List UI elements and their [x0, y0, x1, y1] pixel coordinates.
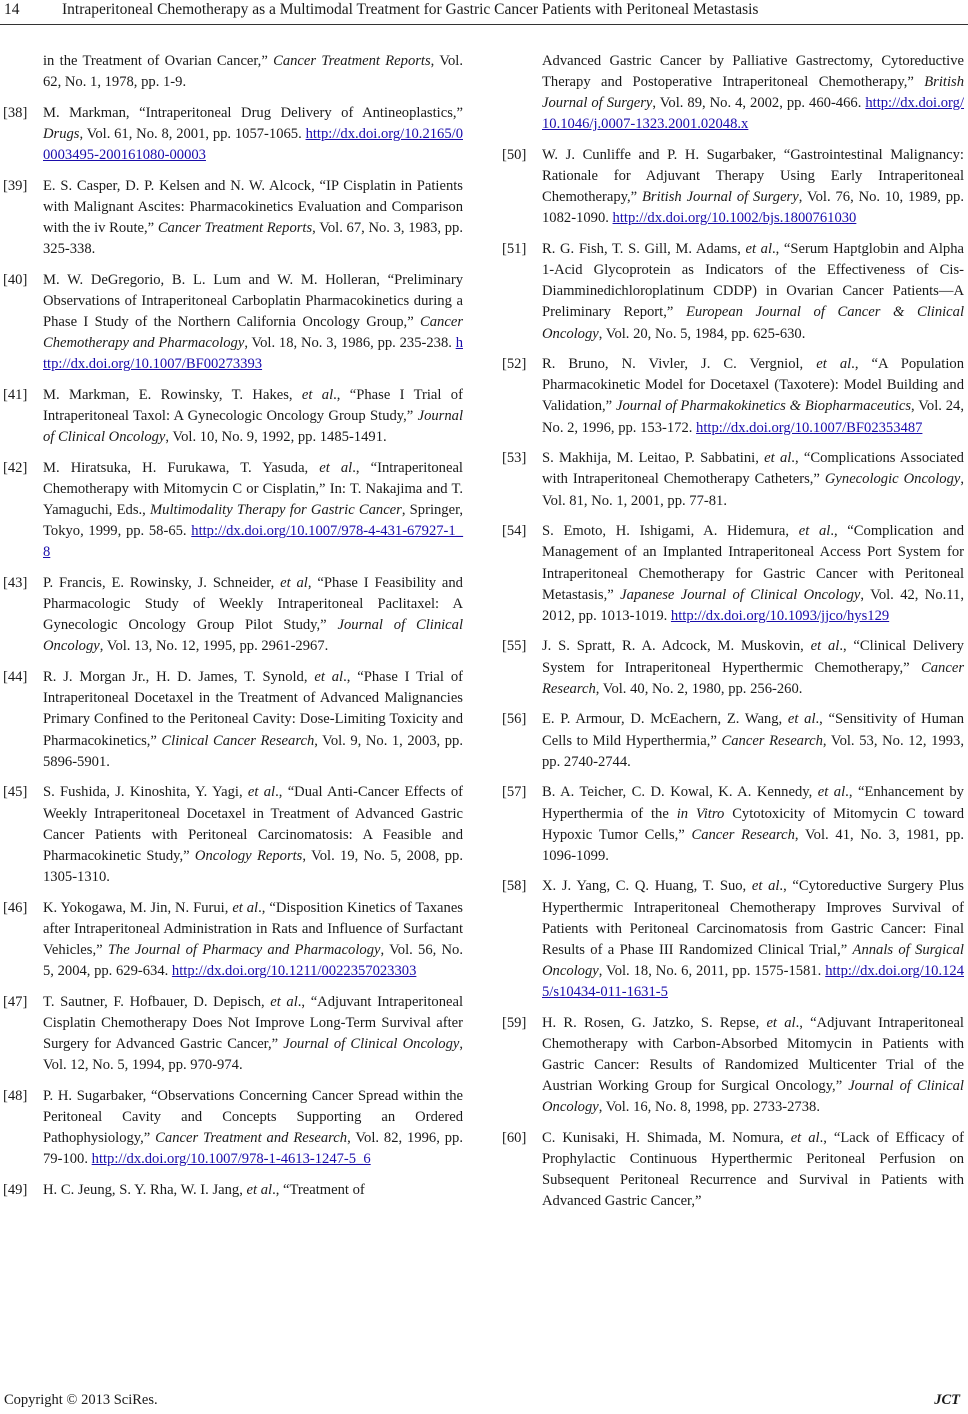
- reference-fragment: S. Fushida, J. Kinoshita, Y. Yagi,: [43, 784, 248, 801]
- reference-entry: [3, 270, 463, 375]
- reference-column-left: [3, 51, 463, 1211]
- reference-entry: [3, 458, 463, 563]
- reference-entry: [502, 145, 964, 229]
- reference-fragment: , Vol. 89, No. 4, 2002, pp. 460-466.: [652, 95, 866, 112]
- italic-title: Cancer Treatment and Research: [155, 1129, 348, 1146]
- italic-title: Cancer Research: [691, 826, 795, 843]
- italic-title: European Journal of Cancer & Clinical Oncology: [542, 304, 965, 342]
- reference-fragment: R. G. Fish, T. S. Gill, M. Adams,: [542, 241, 746, 258]
- reference-fragment: ., “Phase I Trial of Intraperitoneal Docetaxel in the Treatment of Advanced Malignancies Primary Confined to the Peritoneal Cavity: Dose-Limiting Toxicity and Pharmacokinetics,”: [43, 669, 463, 749]
- reference-text: [542, 709, 964, 772]
- reference-text: [43, 1086, 463, 1170]
- reference-number: [50]: [502, 147, 527, 164]
- reference-text: [43, 270, 463, 375]
- italic-title: Drugs: [43, 125, 80, 142]
- reference-entry: [3, 992, 463, 1076]
- reference-fragment: , Vol. 42, No.11, 2012, pp. 1013-1019.: [542, 586, 964, 624]
- italic-title: Multimodality Therapy for Gastric Cancer: [150, 502, 402, 519]
- reference-text: [43, 385, 463, 448]
- italic-title: et al: [790, 1129, 820, 1146]
- reference-entry: [502, 1128, 964, 1212]
- doi-link[interactable]: http://dx.doi.org/10.2165/00003495-200161080-00003: [43, 125, 463, 164]
- doi-link[interactable]: http://dx.doi.org/10.1245/s10434-011-1631-5: [542, 962, 964, 1000]
- reference-text: [542, 876, 964, 1003]
- reference-fragment: , “Phase I Feasibility and Pharmacologic Study of Weekly Intraperitoneal Paclitaxel: A Gynecologic Oncology Group Pilot Study,”: [43, 575, 463, 634]
- reference-fragment: T. Sautner, F. Hofbauer, D. Depisch,: [43, 993, 271, 1010]
- reference-fragment: , Vol. 18, No. 6, 2011, pp. 1575-1581.: [598, 962, 826, 979]
- reference-fragment: E. S. Casper, D. P. Kelsen and N. W. Alcock, “IP Cisplatin in Patients with Malignant Ascites: Pharmacokinetics Evaluation and Comparison with the iv Route,”: [43, 177, 463, 237]
- copyright-notice: Copyright © 2013 SciRes.: [4, 1392, 158, 1408]
- reference-fragment: , Vol. 67, No. 3, 1983, pp. 325-338.: [43, 220, 463, 258]
- reference-number: [60]: [502, 1129, 527, 1146]
- italic-title: Annals of Surgical Oncology: [542, 941, 964, 979]
- reference-fragment: ., “Dual Anti-Cancer Effects of Weekly Intraperitoneal Docetaxel in Treatment of Advanced Gastric Cancer Patients with Peritoneal Carcinomatosis: A Feasible and Pharmacokinetic Study,”: [43, 784, 463, 864]
- journal-abbreviation: JCT: [934, 1392, 960, 1408]
- reference-fragment: , Vol. 19, No. 5, 2008, pp. 1305-1310.: [43, 847, 463, 885]
- italic-title: Oncology Reports: [194, 847, 303, 864]
- italic-title: Clinical Cancer Research: [161, 732, 315, 749]
- italic-title: et al: [798, 523, 831, 540]
- italic-title: et al: [751, 878, 780, 895]
- reference-entry: [3, 1180, 463, 1201]
- reference-number: [48]: [3, 1087, 28, 1104]
- italic-title: in Vitro: [676, 805, 725, 822]
- reference-entry: [3, 385, 463, 448]
- italic-title: et al: [270, 993, 298, 1010]
- reference-fragment: in the Treatment of Ovarian Cancer,”: [43, 53, 274, 69]
- reference-fragment: ., “Phase I Trial of Intraperitoneal Taxol: A Gynecologic Oncology Group Study,”: [43, 387, 463, 425]
- reference-fragment: , Springer, Tokyo, 1999, pp. 58-65.: [43, 502, 463, 540]
- reference-entry: [3, 573, 463, 657]
- reference-fragment: J. S. Spratt, R. A. Adcock, M. Muskovin,: [542, 638, 811, 655]
- reference-number: [44]: [3, 669, 28, 686]
- reference-number: [56]: [502, 711, 527, 728]
- reference-number: [47]: [3, 993, 28, 1010]
- reference-entry: [3, 898, 463, 982]
- reference-number: [45]: [3, 784, 28, 801]
- italic-title: Cancer Research: [721, 732, 823, 749]
- italic-title: Cancer Research: [542, 659, 964, 697]
- italic-title: Journal of Clinical Oncology: [283, 1035, 460, 1052]
- italic-title: British Journal of Surgery: [542, 74, 964, 112]
- italic-title: et al: [817, 784, 846, 801]
- reference-fragment: Cytotoxicity of Mitomycin C toward Hypoxic Tumor Cells,”: [542, 805, 964, 843]
- reference-fragment: , Vol. 41, No. 3, 1981, pp. 1096-1099.: [542, 826, 964, 864]
- running-title: Intraperitoneal Chemotherapy as a Multimodal Treatment for Gastric Cancer Patients with Peritoneal Metastasis: [62, 1, 759, 18]
- italic-title: et al: [246, 1181, 273, 1198]
- reference-fragment: ., “Clinical Delivery System for Intraperitoneal Hyperthermic Chemotherapy,”: [542, 638, 964, 676]
- reference-entry: [502, 448, 964, 511]
- reference-number: [46]: [3, 899, 28, 916]
- reference-fragment: ., “Disposition Kinetics of Taxanes after Intraperitoneal Administration in Rats and Influence of Surfactant Vehicles,”: [43, 899, 463, 958]
- reference-fragment: ., “Adjuvant Intraperitoneal Cisplatin Chemotherapy Does Not Improve Long-Term Survival after Surgery for Advanced Gastric Cancer,”: [43, 993, 464, 1052]
- reference-fragment: W. J. Cunliffe and P. H. Sugarbaker, “Gastrointestinal Malignancy: Rationale for Adjuvant Therapy Using Early Intraperitoneal Chemotherapy,”: [542, 147, 964, 206]
- italic-title: et al: [810, 638, 840, 655]
- reference-entry: [3, 1086, 463, 1170]
- reference-fragment: , Vol. 56, No. 5, 2004, pp. 629-634.: [43, 941, 463, 979]
- reference-text: [542, 239, 964, 344]
- reference-entry: [502, 709, 964, 772]
- reference-text: [542, 1013, 964, 1118]
- reference-text: [43, 1180, 463, 1201]
- italic-title: Cancer Chemotherapy and Pharmacology: [43, 314, 463, 352]
- reference-number: [55]: [502, 638, 527, 655]
- reference-number: [58]: [502, 878, 527, 895]
- reference-entry: [502, 521, 964, 626]
- reference-number: [41]: [3, 387, 28, 404]
- reference-text: [542, 521, 964, 626]
- italic-title: Journal of Clinical Oncology: [542, 1078, 964, 1116]
- reference-fragment: ., “Sensitivity of Human Cells to Mild Hyperthermia,”: [542, 711, 964, 749]
- reference-fragment: , Vol. 24, No. 2, 1996, pp. 153-172.: [542, 398, 964, 436]
- reference-fragment: ., “Adjuvant Intraperitoneal Chemotherapy with Carbon-Absorbed Mitomycin in Patients with Gastric Cancer: Results of Randomized Multicenter Trial of the Austrian Working Group for Surgical Oncology,”: [542, 1014, 964, 1094]
- reference-text: [542, 354, 964, 438]
- doi-link[interactable]: http://dx.doi.org/10.1007/BF02353487: [696, 419, 923, 436]
- reference-fragment: , Vol. 76, No. 10, 1989, pp. 1082-1090.: [542, 189, 965, 227]
- reference-text: [43, 782, 463, 887]
- reference-entry: [3, 782, 463, 887]
- reference-text: [43, 573, 463, 657]
- reference-continuation: [502, 51, 964, 135]
- reference-text: [43, 992, 463, 1076]
- reference-fragment: , Vol. 13, No. 12, 1995, pp. 2961-2967.: [99, 638, 329, 655]
- italic-title: Cancer Treatment Reports: [157, 220, 313, 237]
- reference-entry: [502, 636, 964, 699]
- reference-fragment: , Vol. 18, No. 3, 1986, pp. 235-238.: [244, 335, 456, 352]
- italic-title: Journal of Clinical Oncology: [43, 617, 464, 655]
- reference-fragment: ., “Complication and Management of an Implanted Intraperitoneal Access Port System for Intraperitoneal Chemotherapy for Gastric Cancer with Peritoneal Metastasis,”: [542, 523, 964, 603]
- reference-text: [542, 51, 964, 135]
- reference-fragment: , Vol. 82, 1996, pp. 79-100.: [43, 1129, 463, 1167]
- reference-fragment: B. A. Teicher, C. D. Kowal, K. A. Kennedy,: [542, 784, 818, 801]
- header-rule: [0, 24, 968, 25]
- reference-text: [43, 103, 463, 166]
- reference-fragment: K. Yokogawa, M. Jin, N. Furui,: [43, 899, 233, 916]
- reference-entry: [3, 176, 463, 260]
- reference-fragment: , Vol. 53, No. 12, 1993, pp. 2740-2744.: [542, 732, 964, 770]
- reference-number: [54]: [502, 523, 527, 540]
- reference-fragment: H. C. Jeung, S. Y. Rha, W. I. Jang,: [43, 1181, 247, 1198]
- reference-fragment: ., “Complications Associated with Intraperitoneal Chemotherapy Catheters,”: [542, 450, 964, 488]
- reference-fragment: S. Emoto, H. Ishigami, A. Hidemura,: [542, 523, 799, 540]
- reference-fragment: H. R. Rosen, G. Jatzko, S. Repse,: [542, 1014, 767, 1031]
- italic-title: British Journal of Surgery: [641, 189, 799, 206]
- reference-fragment: M. Hiratsuka, H. Furukawa, T. Yasuda,: [43, 460, 320, 477]
- italic-title: et al: [247, 784, 276, 801]
- italic-title: et al: [764, 450, 792, 467]
- reference-fragment: M. W. DeGregorio, B. L. Lum and W. M. Holleran, “Preliminary Observations of Intraperitoneal Carboplatin Pharmacokinetics during a Phase I Study of the Northern California Oncology Group,”: [43, 271, 463, 331]
- italic-title: Cancer Treatment Reports: [273, 53, 431, 69]
- doi-link[interactable]: http://dx.doi.org/10.1007/978-4-431-67927-1_8: [43, 523, 463, 561]
- reference-text: [43, 667, 463, 772]
- reference-text: [542, 636, 964, 699]
- reference-text: [542, 1128, 964, 1212]
- reference-fragment: E. P. Armour, D. McEachern, Z. Wang,: [542, 711, 788, 728]
- reference-fragment: , Vol. 81, No. 1, 2001, pp. 77-81.: [542, 471, 964, 509]
- reference-number: [57]: [502, 784, 527, 801]
- reference-fragment: ., “Intraperitoneal Chemotherapy with Mitomycin C or Cisplatin,” In: T. Nakajima and T. Yamaguchi, Eds.,: [43, 460, 463, 519]
- reference-text: [43, 51, 463, 93]
- page-header: [0, 0, 968, 26]
- reference-fragment: S. Makhija, M. Leitao, P. Sabbatini,: [542, 450, 765, 467]
- reference-fragment: ., “Cytoreductive Surgery Plus Hyperthermic Intraperitoneal Chemotherapy Improves Survival of Patients with Peritoneal Carcinomatosis from Gastric Cancer: Final Results of a Phase III Randomized Clinical Trial,”: [542, 878, 964, 958]
- doi-link[interactable]: http://dx.doi.org/10.1002/bjs.1800761030: [612, 210, 857, 227]
- reference-fragment: , Vol. 16, No. 8, 1998, pp. 2733-2738.: [598, 1099, 820, 1116]
- italic-title: et al: [314, 669, 344, 686]
- reference-fragment: ., “Serum Haptglobin and Alpha 1-Acid Glycoprotein as Indicators of the Effectiveness of Cis-Diamminedichloroplatinum CDDP) in Ovarian Cancer Patients—A Preliminary Report,”: [542, 241, 964, 321]
- reference-entry: [502, 354, 964, 438]
- reference-text: [43, 898, 463, 982]
- reference-entry: [502, 876, 964, 1003]
- reference-fragment: , Vol. 9, No. 1, 2003, pp. 5896-5901.: [43, 732, 463, 770]
- italic-title: et al: [232, 899, 259, 916]
- italic-title: et al: [787, 711, 816, 728]
- reference-number: [53]: [502, 450, 527, 467]
- reference-fragment: R. J. Morgan Jr., H. D. James, T. Synold,: [43, 669, 315, 686]
- reference-number: [40]: [3, 271, 28, 288]
- italic-title: Journal of Clinical Oncology: [43, 408, 463, 446]
- italic-title: et al: [319, 460, 353, 477]
- italic-title: Gynecologic Oncology: [824, 471, 961, 488]
- reference-text: [43, 458, 463, 563]
- reference-fragment: , Vol. 20, No. 5, 1984, pp. 625-630.: [598, 325, 806, 342]
- reference-entry: [3, 103, 463, 166]
- reference-number: [38]: [3, 104, 28, 121]
- reference-number: [43]: [3, 575, 28, 592]
- reference-entry: [502, 1013, 964, 1118]
- reference-fragment: P. H. Sugarbaker, “Observations Concerning Cancer Spread within the Peritoneal Cavity and Concepts Supporting an Ordered Pathophysiology,”: [43, 1087, 463, 1146]
- reference-fragment: ., “Lack of Efficacy of Prophylactic Continuous Hyperthermic Peritoneal Perfusion on Subsequent Peritoneal Recurrence and Survival in Patients with Advanced Gastric Cancer,”: [542, 1129, 964, 1210]
- reference-fragment: ., “Treatment of: [272, 1181, 365, 1198]
- reference-column-right: [502, 51, 964, 1222]
- reference-number: [52]: [502, 356, 527, 373]
- reference-fragment: M. Markman, E. Rowinsky, T. Hakes,: [43, 387, 302, 404]
- reference-fragment: ., “Enhancement by Hyperthermia of the: [542, 784, 964, 822]
- doi-link[interactable]: http://dx.doi.org/10.1046/j.0007-1323.2001.02048.x: [542, 95, 964, 133]
- italic-title: The Journal of Pharmacy and Pharmacology: [107, 941, 381, 958]
- doi-link[interactable]: http://dx.doi.org/10.1093/jjco/hys129: [670, 607, 890, 624]
- page-number: 14: [4, 1, 20, 18]
- reference-entry: [3, 667, 463, 772]
- reference-fragment: ., “A Population Pharmacokinetic Model for Docetaxel (Taxotere): Model Building and Validation,”: [542, 356, 964, 415]
- reference-continuation: [3, 51, 463, 93]
- reference-fragment: X. J. Yang, C. Q. Huang, T. Suo,: [542, 878, 752, 895]
- reference-fragment: C. Kunisaki, H. Shimada, M. Nomura,: [542, 1129, 791, 1146]
- reference-fragment: , Vol. 61, No. 8, 2001, pp. 1057-1065.: [79, 125, 306, 142]
- doi-link[interactable]: http://dx.doi.org/10.1007/BF00273393: [43, 335, 463, 373]
- reference-number: [39]: [3, 177, 28, 194]
- reference-text: [542, 448, 964, 511]
- reference-text: [542, 145, 964, 229]
- reference-number: [42]: [3, 460, 28, 477]
- italic-title: et al: [280, 575, 308, 592]
- italic-title: et al: [301, 387, 334, 404]
- reference-entry: [502, 239, 964, 344]
- reference-fragment: , Vol. 40, No. 2, 1980, pp. 256-260.: [595, 680, 803, 697]
- italic-title: Journal of Pharmakokinetics & Biopharmaceutics: [615, 398, 912, 415]
- reference-fragment: , Vol. 10, No. 9, 1992, pp. 1485-1491.: [165, 429, 387, 446]
- doi-link[interactable]: http://dx.doi.org/10.1211/0022357023303: [171, 962, 417, 979]
- reference-fragment: Advanced Gastric Cancer by Palliative Gastrectomy, Cytoreductive Therapy and Postoperative Intraperitoneal Chemotherapy,”: [542, 53, 964, 91]
- reference-number: [49]: [3, 1181, 28, 1198]
- doi-link[interactable]: http://dx.doi.org/10.1007/978-1-4613-1247-5_6: [91, 1150, 371, 1167]
- reference-text: [43, 176, 463, 260]
- reference-fragment: P. Francis, E. Rowinsky, J. Schneider,: [43, 575, 281, 592]
- italic-title: et al: [766, 1014, 796, 1031]
- reference-entry: [502, 782, 964, 866]
- reference-fragment: , Vol. 12, No. 5, 1994, pp. 970-974.: [43, 1035, 463, 1073]
- reference-number: [59]: [502, 1014, 527, 1031]
- reference-fragment: R. Bruno, N. Vivler, J. C. Vergniol,: [542, 356, 817, 373]
- italic-title: et al: [816, 356, 852, 373]
- reference-fragment: , Vol. 62, No. 1, 1978, pp. 1-9.: [43, 53, 463, 91]
- reference-text: [542, 782, 964, 866]
- italic-title: Japanese Journal of Clinical Oncology: [620, 586, 861, 603]
- reference-fragment: M. Markman, “Intraperitoneal Drug Delivery of Antineoplastics,”: [43, 104, 463, 121]
- italic-title: et al: [745, 241, 773, 258]
- reference-number: [51]: [502, 241, 527, 258]
